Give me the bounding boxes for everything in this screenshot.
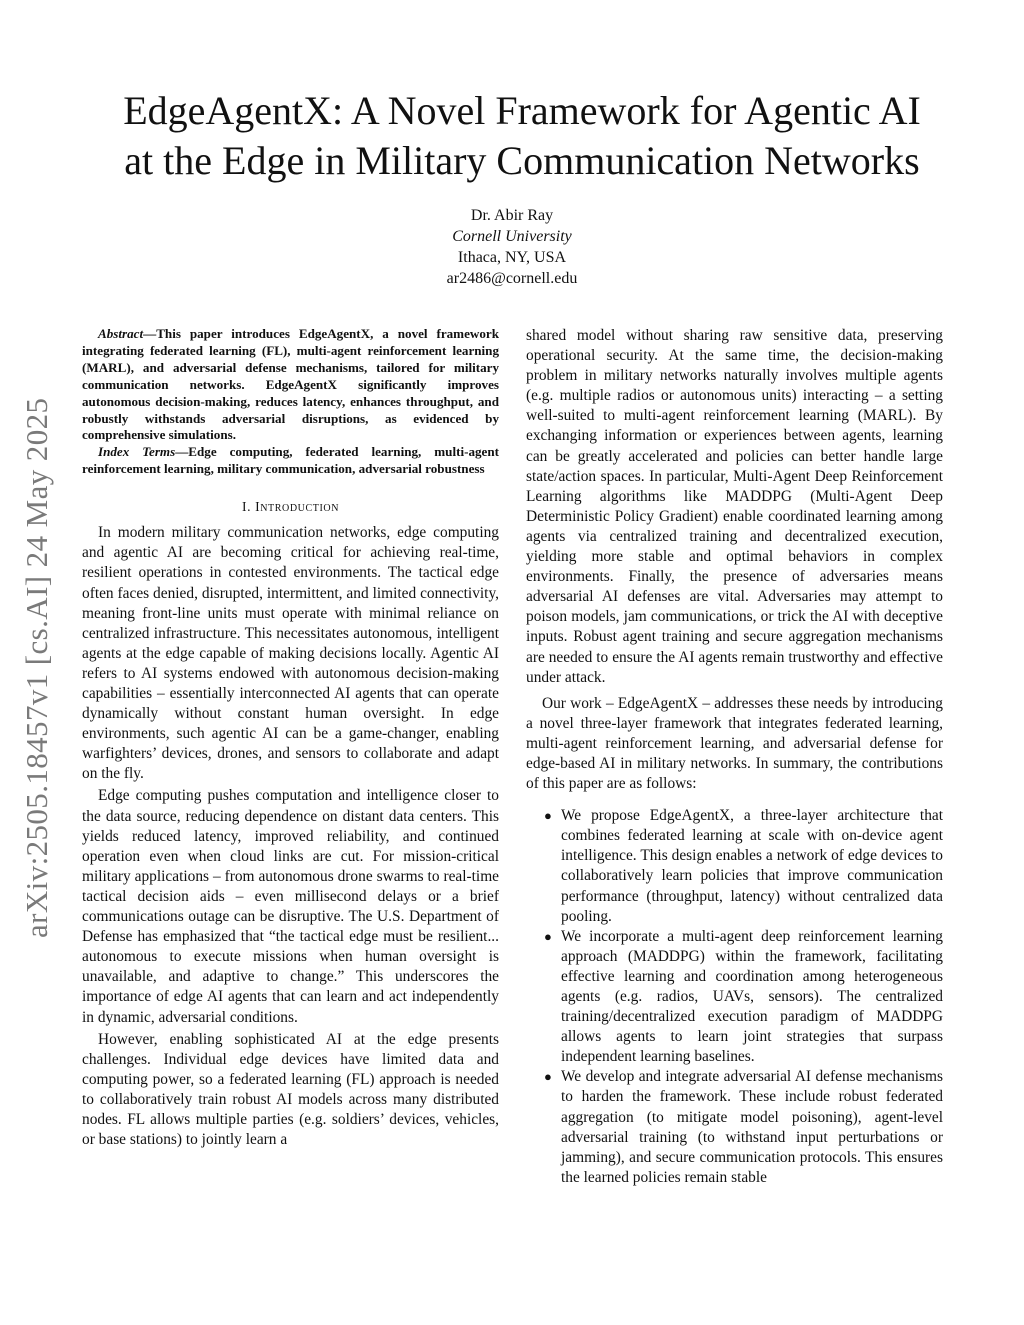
contribution-text: We propose EdgeAgentX, a three-layer architecture that combines federated learning at scale with on-device agent intelligence. This design enables a network of edge devices to collaboratively learn policies that improve communication performance (throughput, latency) without centralized data pooling. <box>561 807 943 925</box>
index-terms-label: Index Terms <box>98 444 176 460</box>
contributions-list <box>526 806 943 1188</box>
abstract-label: Abstract <box>98 326 144 341</box>
contribution-text: We incorporate a multi-agent deep reinforcement learning approach (MADDPG) within the framework, facilitating effective learning and coordination among heterogeneous agents (e.g. radios, UAVs, sensors). The centralized training/decentralized execution paradigm of MADDPG allows agents to learn joint strategies that surpass independent learning baselines. <box>561 927 943 1066</box>
intro-paragraph-3: However, enabling sophisticated AI at the edge presents challenges. Individual edge devices have limited data and computing power, so a federated learning (FL) approach is needed to collaboratively train robust AI models across many distributed nodes. FL allows multiple parties (e.g. soldiers’ devices, vehicles, or base stations) to jointly learn a <box>82 1030 499 1149</box>
intro-paragraph-2: Edge computing pushes computation and intelligence closer to the data source, reducing dependence on distant data centers. This yields reduced latency, improved reliability, and continued operation even when cloud links are cut. For mission-critical military applications – from autonomous drone swarms to real-time tactical decision aids – even millisecond delays or a brief communications outage can be disruptive. The U.S. Department of Defense has emphasized that “the tactical edge must be resilient... autonomous to execute missions when human oversight is unavailable, and adaptive to change.” This underscores the importance of edge AI agents that can learn and act independently in dynamic, adversarial conditions. <box>82 787 499 1026</box>
list-item <box>526 927 943 1068</box>
paper-title-line-2: at the Edge in Military Communication Networks <box>124 138 920 183</box>
section-heading-introduction <box>82 497 499 517</box>
author-email: ar2486@cornell.edu <box>446 270 578 287</box>
list-item <box>526 806 943 927</box>
author-block <box>300 205 724 289</box>
right-column <box>526 326 943 1188</box>
paper-title-line-1: EdgeAgentX: A Novel Framework for Agentic AI <box>123 88 921 133</box>
author-name: Dr. Abir Ray <box>470 207 554 224</box>
list-item <box>526 1067 943 1188</box>
paper-title <box>60 86 984 186</box>
bullet-icon: ● <box>544 808 552 824</box>
arxiv-identifier-stamp: arXiv:2505.18457v1 [cs.AI] 24 May 2025 <box>19 397 54 938</box>
intro-paragraph-3-continued: shared model without sharing raw sensitive data, preserving operational security. At the same time, the decision-making problem in military networks naturally involves multiple agents (e.g. multiple radios or autonomous units) interacting – a setting well-suited to multi-agent reinforcement learning (MARL). By exchanging information or experiences between agents, learning can be greatly accelerated and policies can better handle large state/action spaces. In particular, Multi-Agent Deep Reinforcement Learning algorithms like MADDPG (Multi-Agent Deep Deterministic Policy Gradient) enable coordinated learning among agents via centralized training and decentralized execution, yielding more stable and optimal behaviors in complex environments. Finally, the presence of adversaries means adversarial AI defenses are vital. Adversaries may attempt to poison models, jam communications, or trick the AI with deceptive inputs. Robust agent training and secure aggregation mechanisms are needed to ensure the AI agents remain trustworthy and effective under attack. <box>526 327 943 686</box>
index-terms-text: Edge computing, federated learning, multi-agent reinforcement learning, military communication, adversarial robustness <box>82 444 499 477</box>
left-column <box>82 326 499 1152</box>
section-numeral: I. <box>241 499 256 515</box>
intro-paragraph-4: Our work – EdgeAgentX – addresses these needs by introducing a novel three-layer framework that integrates federated learning, multi-agent reinforcement learning, and adversarial defense for edge-based AI in military networks. In summary, the contributions of this paper are as follows: <box>526 694 943 793</box>
author-affiliation: Cornell University <box>452 228 572 245</box>
intro-paragraph-1: In modern military communication networks, edge computing and agentic AI are becoming critical for achieving real-time, resilient operations in contested environments. The tactical edge often faces denied, disrupted, intermittent, and limited connectivity, meaning front-line units must operate with minimal reliance on centralized infrastructure. This necessitates autonomous, intelligent agents at the edge capable of making decisions locally. Agentic AI refers to AI systems endowed with autonomous decision-making capabilities – essentially interconnected AI agents that can operate dynamically without constant human oversight. In edge environments, such agentic AI can be a game-changer, enabling warfighters’ devices, drones, and sensors to collaborate and adapt on the fly. <box>82 524 499 783</box>
abstract-text: This paper introduces EdgeAgentX, a novel framework integrating federated learning (FL), multi-agent reinforcement learning (MARL), and adversarial defense mechanisms, tailored for military communication networks. EdgeAgentX significantly improves autonomous decision-making, reduces latency, enhances throughput, and robustly withstands adversarial disruptions, as evidenced by comprehensive simulations. <box>82 326 499 443</box>
section-title: Introduction <box>255 499 340 515</box>
bullet-icon: ● <box>544 1069 552 1085</box>
index-terms: Index Terms—Edge computing, federated learning, multi-agent reinforcement learning, military communication, adversarial robustness <box>82 444 499 477</box>
abstract: Abstract—This paper introduces EdgeAgentX, a novel framework integrating federated learning (FL), multi-agent reinforcement learning (MARL), and adversarial defense mechanisms, tailored for military communication networks. EdgeAgentX significantly improves autonomous decision-making, reduces latency, enhances throughput, and robustly withstands adversarial disruptions, as evidenced by comprehensive simulations. <box>82 326 499 443</box>
author-location: Ithaca, NY, USA <box>457 249 567 266</box>
contribution-text: We develop and integrate adversarial AI defense mechanisms to harden the framework. These include robust federated aggregation (to mitigate model poisoning), agent-level adversarial training (to withstand input perturbations or jamming), and secure communication protocols. This ensures the learned policies remain stable <box>561 1068 943 1186</box>
bullet-icon: ● <box>544 928 552 944</box>
